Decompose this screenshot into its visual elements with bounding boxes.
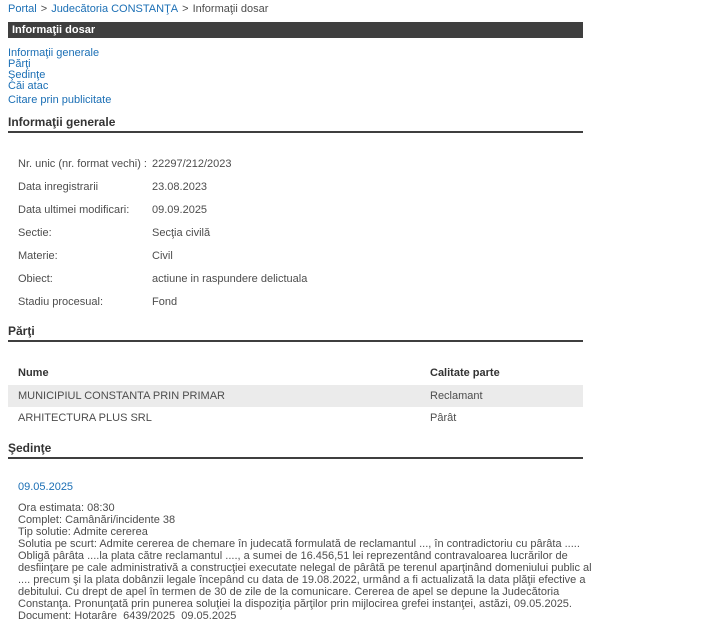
quick-nav: [8, 48, 705, 106]
field-value: Fond: [152, 296, 178, 308]
field-label: Stadiu procesual:: [18, 296, 103, 308]
field-label: Materie:: [18, 250, 58, 262]
field-label: Obiect:: [18, 273, 53, 285]
nav-link-informatii-generale[interactable]: Informaţii generale: [8, 47, 100, 59]
field-value: Secţia civilă: [152, 227, 211, 239]
section-heading-parti: Părţi: [8, 325, 583, 342]
table-row: [8, 407, 583, 429]
field-value: 22297/212/2023: [152, 158, 232, 170]
party-role: Pârât: [430, 412, 457, 424]
field-row-data-inregistrarii: [8, 181, 705, 204]
field-row-data-ultimei-modificari: [8, 204, 705, 227]
field-row-materie: [8, 250, 705, 273]
nav-link-sedinte[interactable]: Şedinţe: [8, 69, 46, 81]
nav-link-cai-atac[interactable]: Căi atac: [8, 80, 49, 92]
nav-link-citare-prin-publicitate[interactable]: Citare prin publicitate: [8, 94, 112, 106]
field-value: 09.09.2025: [152, 204, 208, 216]
session-date-link[interactable]: 09.05.2025: [18, 481, 74, 493]
session-ora-estimata: Ora estimata: 08:30: [18, 502, 115, 514]
session-tip-solutie: Tip solutie: Admite cererea: [18, 526, 148, 538]
field-label: Data inregistrarii: [18, 181, 99, 193]
field-row-stadiu-procesual: [8, 296, 705, 319]
breadcrumb-link-portal[interactable]: Portal: [8, 3, 37, 15]
session-details: [18, 502, 593, 622]
breadcrumb-separator: >: [182, 3, 189, 15]
general-info-fields: [8, 158, 705, 319]
session-document: Document: Hotarâre 6439/2025 09.05.2025: [18, 610, 237, 622]
column-header-calitate-parte: Calitate parte: [430, 366, 500, 379]
party-name: ARHITECTURA PLUS SRL: [18, 412, 152, 424]
field-label: Data ultimei modificari:: [18, 204, 130, 216]
field-value: 23.08.2023: [152, 181, 208, 193]
section-heading-sedinte: Şedinţe: [8, 442, 583, 459]
parties-table: [8, 360, 583, 429]
page-title-bar: [8, 22, 583, 38]
breadcrumb-separator: >: [40, 3, 48, 15]
session-complet: Complet: Camânări/incidente 38: [18, 514, 176, 526]
field-label: Nr. unic (nr. format vechi) :: [18, 158, 147, 170]
session-solutia-pe-scurt: Solutia pe scurt: Admite cererea de chemare în judecată formulată de reclamantul ..., în contradictoriu cu pârâta ..... Obligă pârâta ....la plata către reclamantul ...., a sumei de 16.456,51 lei reprezentând contravaloarea lucrărilor de desfiinţare pe cale administrativă a construcţiei executate nelegal de pârâtă pe terenul aparţinând domeniului public al .... precum şi la plata dobânzii legale începând cu data de 19.08.2022, urmând a fi actualizată la data plăţii efective a debitului. Cu drept de apel în termen de 30 de zile de la comunicare. Cererea de apel se depune la Judecătoria Constanţa. Pronunţată prin punerea soluţiei la dispoziţia părţilor prin mijlocirea grefei instanţei, astăzi, 09.05.2025.: [18, 538, 595, 610]
party-name: MUNICIPIUL CONSTANTA PRIN PRIMAR: [18, 390, 225, 402]
field-row-obiect: [8, 273, 705, 296]
parties-table-header: [8, 360, 583, 385]
field-value: actiune in raspundere delictuala: [152, 273, 308, 285]
column-header-nume: Nume: [18, 366, 49, 379]
party-role: Reclamant: [430, 390, 483, 402]
field-row-sectie: [8, 227, 705, 250]
breadcrumb: [8, 3, 705, 15]
nav-link-parti[interactable]: Părţi: [8, 58, 31, 70]
field-row-nr-unic: [8, 158, 705, 181]
breadcrumb-current: Informaţii dosar: [192, 3, 269, 15]
field-value: Civil: [152, 250, 173, 262]
breadcrumb-link-court[interactable]: Judecătoria CONSTANŢA: [51, 3, 179, 15]
field-label: Sectie:: [18, 227, 52, 239]
page-title: Informaţii dosar: [12, 24, 96, 36]
section-heading-informatii-generale: Informaţii generale: [8, 116, 583, 133]
table-row: [8, 385, 583, 407]
